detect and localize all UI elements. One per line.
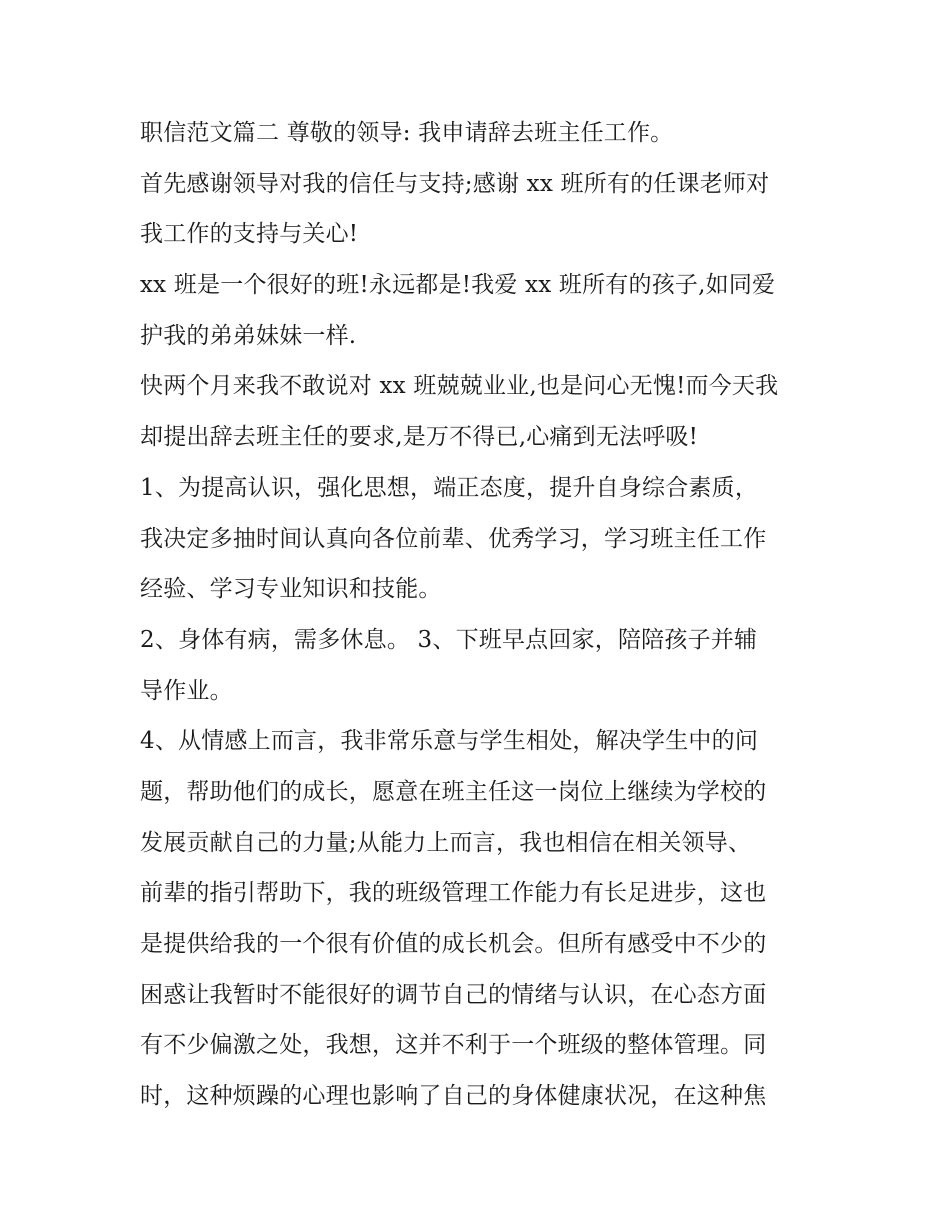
text-line: 4、从情感上而言，我非常乐意与学生相处，解决学生中的问: [140, 728, 759, 755]
text-line: 我工作的支持与关心!: [140, 221, 359, 248]
text-line: 困惑让我暂时不能很好的调节自己的情绪与认识，在心态方面: [140, 981, 767, 1008]
text-line: 前辈的指引帮助下，我的班级管理工作能力有长足进步，这也: [140, 880, 767, 907]
text-line: 快两个月来我不敢说对 xx 班兢兢业业,也是问心无愧!而今天我: [140, 373, 779, 400]
text-line: 1、为提高认识，强化思想，端正态度，提升自身综合素质，: [140, 474, 759, 501]
text-line: xx 班是一个很好的班!永远都是!我爱 xx 班所有的孩子,如同爱: [140, 272, 776, 299]
text-line: 是提供给我的一个很有价值的成长机会。但所有感受中不少的: [140, 931, 767, 957]
text-line: 首先感谢领导对我的信任与支持;感谢 xx 班所有的任课老师对: [140, 170, 770, 197]
text-line: 有不少偏激之处，我想，这并不利于一个班级的整体管理。同: [140, 1032, 767, 1059]
text-line: 职信范文篇二 尊敬的领导: 我申请辞去班主任工作。: [140, 120, 674, 146]
text-line: 发展贡献自己的力量;从能力上而言，我也相信在相关领导、: [140, 829, 752, 856]
letter-body: [140, 108, 820, 1122]
text-line: 我决定多抽时间认真向各位前辈、优秀学习，学习班主任工作: [140, 525, 767, 552]
text-line: 护我的弟弟妹妹一样.: [140, 322, 357, 349]
text-line: 题，帮助他们的成长，愿意在班主任这一岗位上继续为学校的: [140, 778, 767, 805]
text-line: 2、身体有病，需多休息。 3、下班早点回家，陪陪孩子并辅: [140, 626, 758, 653]
text-line: 经验、学习专业知识和技能。: [140, 576, 442, 603]
text-line: 却提出辞去班主任的要求,是万不得已,心痛到无法呼吸!: [140, 424, 699, 451]
text-line: 导作业。: [140, 677, 233, 704]
text-line: 时，这种烦躁的心理也影响了自己的身体健康状况，在这种焦: [140, 1083, 767, 1110]
